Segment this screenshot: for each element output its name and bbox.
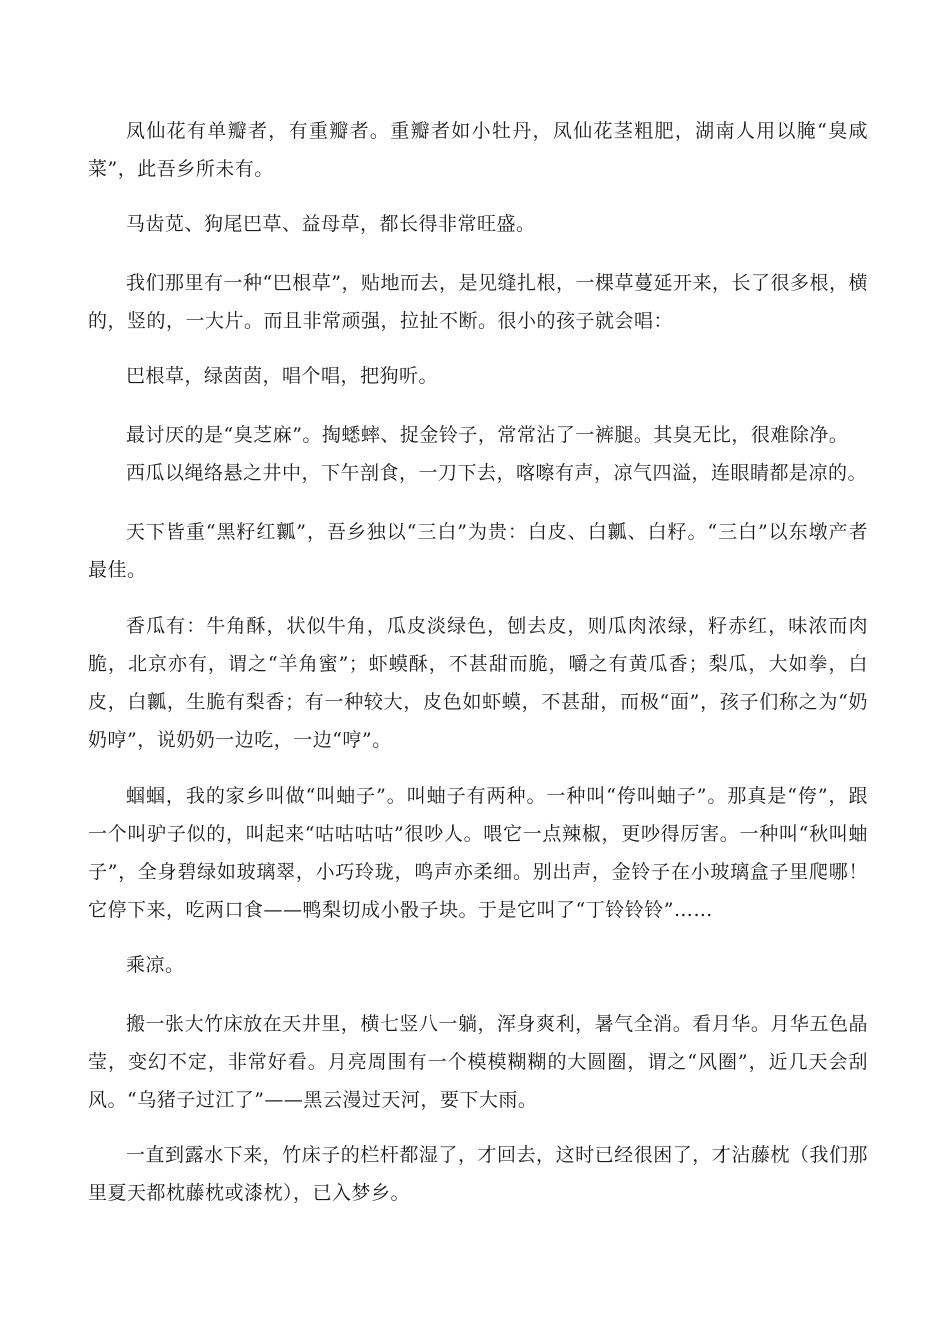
- paragraph-bagencao: 我们那里有一种“巴根草”，贴地而去，是见缝扎根，一棵草蔓延开来，长了很多根，横的，竖的，一大片。而且非常顽强，拉扯不断。很小的孩子就会唱：: [88, 272, 868, 332]
- paragraph-guoguo: 蝈蝈，我的家乡叫做“叫蚰子”。叫蚰子有两种。一种叫“侉叫蚰子”。那真是“侉”，跟一个叫驴子似的，叫起来“咕咕咕咕”很吵人。喂它一点辣椒，更吵得厉害。一种叫“秋叫蚰子”，全身碧绿如玻璃翠，小巧玲珑，鸣声亦柔细。别出声，金铃子在小玻璃盒子里爬哪！它停下来，吃两口食——鸭梨切成小骰子块。于是它叫了“丁铃铃铃”……: [88, 785, 868, 921]
- paragraph-xigua: 西瓜以绳络悬之井中，下午剖食，一刀下去，喀嚓有声，凉气四溢，连眼睛都是凉的。: [126, 462, 868, 484]
- paragraph-lushui: 一直到露水下来，竹床子的栏杆都湿了，才回去，这时已经很困了，才沾藤枕（我们那里夏天都枕藤枕或漆枕），已入梦乡。: [88, 1144, 868, 1204]
- paragraph-chouzhima: 最讨厌的是“臭芝麻”。掏蟋蟀、捉金铃子，常常沾了一裤腿。其臭无比，很难除净。: [126, 424, 849, 446]
- paragraph-zhuchuang: 搬一张大竹床放在天井里，横七竖八一躺，浑身爽利，暑气全消。看月华。月华五色晶莹，变幻不定，非常好看。月亮周围有一个模模糊糊的大圆圈，谓之“风圈”，近几天会刮风。“乌猪子过江了”——黑云漫过天河，要下大雨。: [88, 1013, 868, 1111]
- paragraph-machixian: 马齿苋、狗尾巴草、益母草，都长得非常旺盛。: [126, 213, 536, 235]
- paragraph-sanbai: 天下皆重“黑籽红瓤”，吾乡独以“三白”为贵：白皮、白瓤、白籽。“三白”以东墩产者最佳。: [88, 521, 868, 581]
- paragraph-xianggua: 香瓜有：牛角酥，状似牛角，瓜皮淡绿色，刨去皮，则瓜肉浓绿，籽赤红，味浓而肉脆，北京亦有，谓之“羊角蜜”；虾蟆酥，不甚甜而脆，嚼之有黄瓜香；梨瓜，大如拳，白皮，白瓤，生脆有梨香；有一种较大，皮色如虾蟆，不甚甜，而极“面”，孩子们称之为“奶奶哼”，说奶奶一边吃，一边“哼”。: [88, 615, 868, 751]
- paragraph-bagencao-song: 巴根草，绿茵茵，唱个唱，把狗听。: [126, 365, 439, 387]
- paragraph-chengliang: 乘凉。: [126, 954, 185, 976]
- paragraph-fengxianhua: 凤仙花有单瓣者，有重瓣者。重瓣者如小牡丹，凤仙花茎粗肥，湖南人用以腌“臭咸菜”，此吾乡所未有。: [88, 120, 868, 180]
